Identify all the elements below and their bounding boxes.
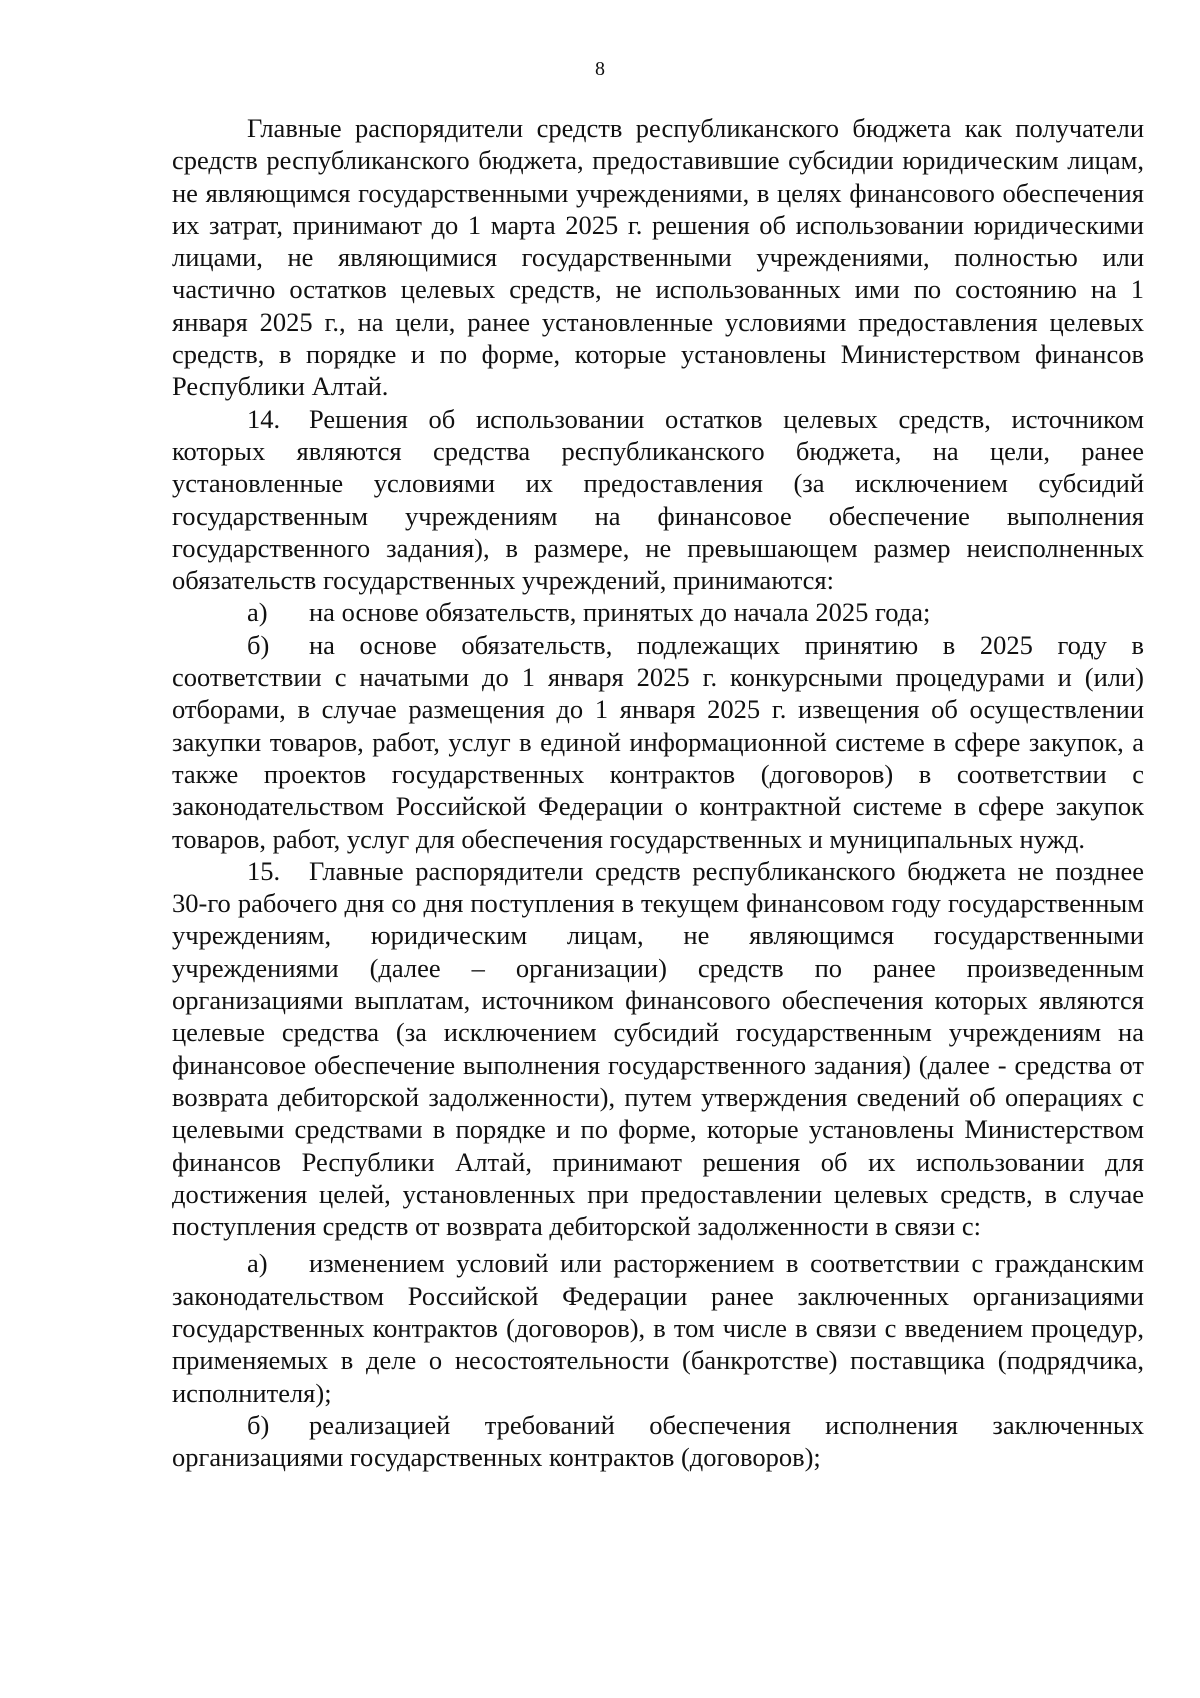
paragraph-text: Решения об использовании остатков целевых средств, источником которых являются средства республиканского бюджета, на цели, ранее установленные условиями их предоставления (за исключением субсидий государственным учреждениям на финансовое обеспечение выполнения государственного задания), в размере, не превышающем размер неисполненных обязательств государственных учреждений, принимаются: <box>172 403 1144 596</box>
paragraph-text: Главные распорядители средств республиканского бюджета как получатели средств республиканского бюджета, предоставившие субсидии юридическим лицам, не являющимся государственными учреждениями, в целях финансового обеспечения их затрат, принимают до 1 марта 2025 г. решения об использовании юридическими лицами, не являющимися государственными учреждениями, полностью или частично остатков целевых средств, не использованных ими по состоянию на 1 января 2025 г., на цели, ранее установленные условиями предоставления целевых средств, в порядке и по форме, которые установлены Министерством финансов Республики Алтай. <box>172 113 1144 402</box>
subparagraph-14-b <box>172 629 1144 855</box>
paragraph-number: 15. <box>247 855 281 886</box>
subparagraph-letter: а) <box>247 1248 268 1279</box>
paragraph-15 <box>172 855 1144 1243</box>
subparagraph-14-a <box>172 596 1144 628</box>
subparagraph-letter: б) <box>247 629 270 660</box>
paragraph-text: изменением условий или расторжением в соответствии с гражданским законодательством Российской Федерации ранее заключенных организациями государственных контрактов (договоров), в том числе в связи с введением процедур, применяемых в деле о несостоятельности (банкротстве) поставщика (подрядчика, исполнителя); <box>172 1248 1144 1408</box>
document-body <box>172 112 1144 1473</box>
paragraph-text: реализацией требований обеспечения исполнения заключенных организациями государственных контрактов (договоров); <box>172 1409 1144 1473</box>
paragraph-text: Главные распорядители средств республиканского бюджета не позднее 30-го рабочего дня со дня поступления в текущем финансовом году государственным учреждениям, юридическим лицам, не являющимся государственными учреждениями (далее – организации) средств по ранее произведенным организациями выплатам, источником финансового обеспечения которых являются целевые средства (за исключением субсидий государственным учреждениям на финансовое обеспечение выполнения государственного задания) (далее - средства от возврата дебиторской задолженности), путем утверждения сведений об операциях с целевыми средствами в порядке и по форме, которые установлены Министерством финансов Республики Алтай, принимают решения об их использовании для достижения целей, установленных при предоставлении целевых средств, в случае поступления средств от возврата дебиторской задолженности в связи с: <box>172 855 1144 1242</box>
paragraph-text: на основе обязательств, подлежащих принятию в 2025 году в соответствии с начатыми до 1 января 2025 г. конкурсными процедурами и (или) отборами, в случае размещения до 1 января 2025 г. извещения об осуществлении закупки товаров, работ, услуг в единой информационной системе в сфере закупок, а также проектов государственных контрактов (договоров) в соответствии с законодательством Российской Федерации о контрактной системе в сфере закупок товаров, работ, услуг для обеспечения государственных и муниципальных нужд. <box>172 629 1144 854</box>
paragraph-number: 14. <box>247 403 281 434</box>
page-number: 8 <box>595 58 605 80</box>
paragraph-intro <box>172 112 1144 403</box>
paragraph-text: на основе обязательств, принятых до начала 2025 года; <box>309 597 931 628</box>
subparagraph-15-a <box>172 1247 1144 1408</box>
subparagraph-letter: б) <box>247 1409 270 1440</box>
paragraph-14 <box>172 403 1144 597</box>
subparagraph-15-b <box>172 1409 1144 1474</box>
subparagraph-letter: а) <box>247 597 268 628</box>
